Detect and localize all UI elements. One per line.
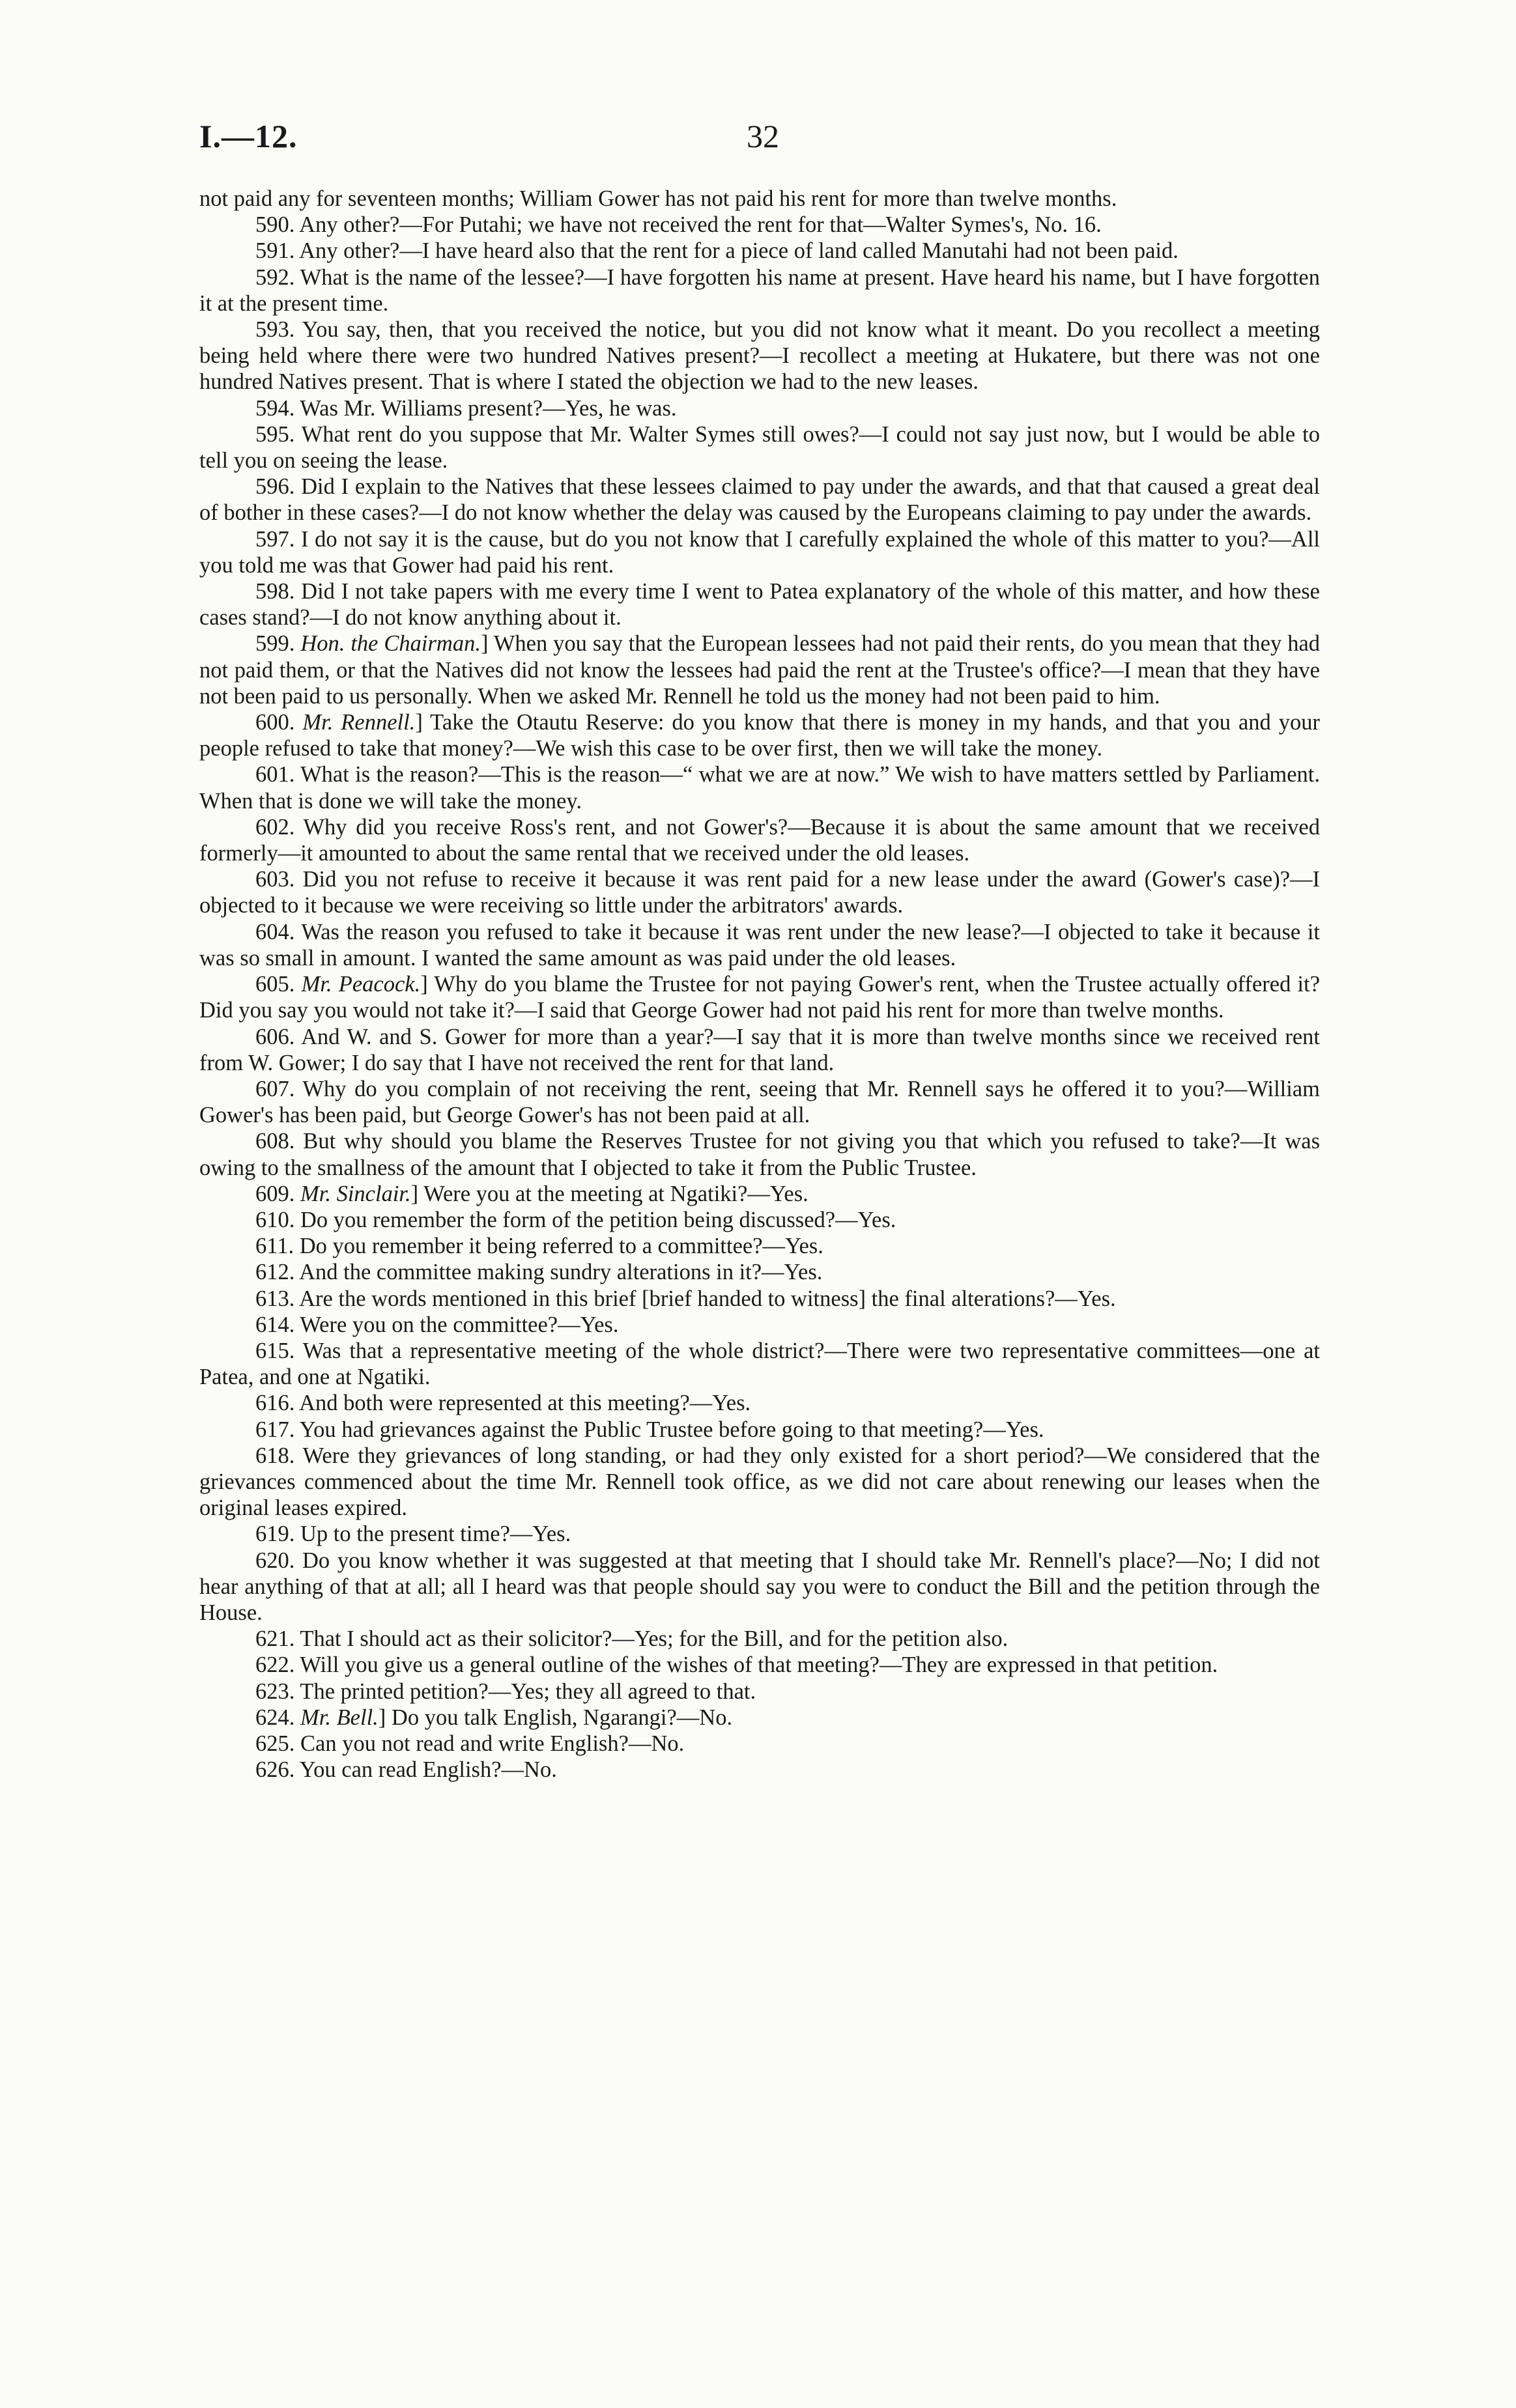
paragraph (199, 395, 1320, 421)
paragraph-text: 595. What rent do you suppose that Mr. Walter Symes still owes?—I could not say just now, but I would be able to tell you on seeing the lease. (199, 421, 1320, 474)
paragraph-text: 612. And the committee making sundry alterations in it?—Yes. (255, 1260, 823, 1285)
paragraph (199, 1443, 1320, 1522)
page-number: 32 (747, 118, 779, 154)
paragraph-text: 618. Were they grievances of long standing, or had they only existed for a short period?—We considered that the grievances commenced about the time Mr. Rennell took office, as we did not care about renewing our leases when the original leases expired. (199, 1443, 1320, 1521)
paragraph-text: 606. And W. and S. Gower for more than a year?—I say that it is more than twelve months since we received rent from W. Gower; I do say that I have not received the rent for that land. (199, 1024, 1320, 1075)
paragraph (199, 1233, 1320, 1259)
paragraph (199, 1259, 1320, 1285)
paragraph-text: not paid any for seventeen months; William Gower has not paid his rent for more than twelve months. (199, 186, 1117, 211)
paragraph (199, 1286, 1320, 1312)
paragraph-text: 591. Any other?—I have heard also that the rent for a piece of land called Manutahi had not been paid. (255, 238, 1179, 264)
paragraph (199, 578, 1320, 630)
paragraph (199, 1207, 1320, 1233)
paragraph-text: 598. Did I not take papers with me every time I went to Patea explanatory of the whole of this matter, and how these cases stand?—I do not know anything about it. (199, 579, 1320, 630)
paragraph-text: 592. What is the name of the lessee?—I have forgotten his name at present. Have heard his name, but I have forgotten it at the present time. (199, 264, 1320, 316)
paragraph-text: 607. Why do you complain of not receiving the rent, seeing that Mr. Rennell says he offered it to you?—William Gower's has been paid, but George Gower's has not been paid at all. (199, 1076, 1320, 1128)
speaker-name: Hon. the Chairman. (300, 631, 481, 657)
paragraph-text: Why do you blame the Trustee for not paying Gower's rent, when the Trustee actually offered it? Did you say you would not take it?—I said that George Gower had not paid his rent for more than twelve months. (199, 972, 1321, 1023)
paragraph-text: 611. Do you remember it being referred to a committee?—Yes. (255, 1234, 823, 1259)
paragraph: 609. Mr. Sinclair.] Were you at the meeting at Ngatiki?—Yes. (255, 1181, 808, 1206)
paragraph-text: 608. But why should you blame the Reserves Trustee for not giving you that which you refused to take?—It was owing to the smallness of the amount that I objected to take it from the Public Trustee. (199, 1129, 1320, 1180)
paragraph-text: 593. You say, then, that you received the notice, but you did not know what it meant. Do you recollect a meeting being held where there were two hundred Natives present?—I recollect a meeting at Hukatere, but there was not one hundred Natives present. That is where I stated the objection we had to the new leases. (199, 317, 1320, 395)
paragraph (199, 1312, 1320, 1338)
question-number: 624. (255, 1705, 295, 1730)
paragraph (199, 1417, 1320, 1443)
paragraph-text: 621. That I should act as their solicitor?—Yes; for the Bill, and for the petition also. (255, 1626, 1008, 1652)
paragraph-text: 604. Was the reason you refused to take it because it was rent under the new lease?—I objected to take it because it was so small in amount. I wanted the same amount as was paid under the old leases. (199, 919, 1320, 970)
paragraph (199, 421, 1320, 474)
paragraph-text: 617. You had grievances against the Public Trustee before going to that meeting?—Yes. (255, 1417, 1044, 1442)
paragraph-text: 619. Up to the present time?—Yes. (255, 1522, 571, 1547)
paragraph (199, 1076, 1320, 1128)
evidence-text (199, 186, 1320, 1783)
paragraph (199, 1338, 1320, 1390)
paragraph-text: Were you at the meeting at Ngatiki?—Yes. (423, 1181, 808, 1206)
speaker-name: Mr. Peacock. (301, 972, 421, 997)
paragraph-text: 610. Do you remember the form of the petition being discussed?—Yes. (255, 1207, 896, 1232)
paragraph (199, 1024, 1320, 1076)
paragraph (199, 761, 1320, 814)
paragraph (199, 1390, 1320, 1416)
paragraph-text: 626. You can read English?—No. (255, 1757, 557, 1783)
paragraph: 600. Mr. Rennell.] Take the Otautu Reserve: do you know that there is money in my hands, and that you and your people refused to take that money?—We wish this case to be over first, then we will take the money. (199, 710, 1320, 761)
paragraph (199, 264, 1320, 317)
paragraph-text: Do you talk English, Ngarangi?—No. (391, 1705, 733, 1730)
paragraph-text: 615. Was that a representative meeting of the whole district?—There were two representative committees—one at Patea, and one at Ngatiki. (199, 1338, 1320, 1390)
paragraph (199, 238, 1320, 264)
question-number: 609. (255, 1181, 295, 1206)
paragraph-text: 613. Are the words mentioned in this brief [brief handed to witness] the final alterations?—Yes. (255, 1286, 1116, 1311)
question-number: 599. (255, 631, 295, 657)
speaker-name: Mr. Sinclair. (300, 1181, 411, 1206)
paragraph-text: 601. What is the reason?—This is the reason—“ what we are at now.” We wish to have matters settled by Parliament. When that is done we will take the money. (199, 762, 1320, 814)
paragraph-text: 616. And both were represented at this meeting?—Yes. (255, 1391, 751, 1416)
paragraph (199, 317, 1320, 395)
paragraph-text: 602. Why did you receive Ross's rent, and not Gower's?—Because it is about the same amount that we received formerly—it amounted to about the same rental that we received under the old leases. (199, 814, 1320, 866)
speaker-name: Mr. Bell. (300, 1705, 379, 1730)
page-header (199, 117, 1320, 169)
paragraph: 624. Mr. Bell.] Do you talk English, Ngarangi?—No. (255, 1705, 733, 1730)
paragraph: 605. Mr. Peacock.] Why do you blame the Trustee for not paying Gower's rent, when the Trustee actually offered it? Did you say you would not take it?—I said that George Gower had not paid his rent for more than twelve months. (199, 972, 1321, 1023)
paragraph-text: 622. Will you give us a general outline of the wishes of that meeting?—They are expressed in that petition. (255, 1652, 1218, 1678)
paragraph (199, 1548, 1320, 1626)
speaker-name: Mr. Rennell. (302, 710, 416, 735)
question-number: 605. (255, 972, 295, 997)
paragraph (199, 1521, 1320, 1547)
paragraph (199, 919, 1320, 971)
question-number: 600. (255, 710, 295, 735)
paragraph (199, 1128, 1320, 1180)
paragraph (199, 212, 1320, 238)
paragraph (199, 1757, 1320, 1783)
paragraph (199, 1652, 1320, 1678)
paragraph (199, 866, 1320, 918)
paragraph-text: 596. Did I explain to the Natives that these lessees claimed to pay under the awards, and that that caused a great deal of bother in these cases?—I do not know whether the delay was caused by the Europeans claiming to pay under the awards. (199, 474, 1320, 526)
paragraph-text: 614. Were you on the committee?—Yes. (255, 1312, 619, 1337)
paragraph-text: 620. Do you know whether it was suggested at that meeting that I should take Mr. Rennell's place?—No; I did not hear anything of that at all; all I heard was that people should say you were to conduct the Bill and the petition through the House. (199, 1548, 1320, 1625)
paragraph (199, 186, 1320, 212)
paragraph (199, 814, 1320, 866)
paragraph: 599. Hon. the Chairman.] When you say that the European lessees had not paid their rents, do you mean that they had not paid them, or that the Natives did not know the lessees had paid the rent at the Trustee's office?—I mean that they have not been paid to us personally. When we asked Mr. Rennell he told us the money had not been paid to him. (199, 631, 1321, 709)
paragraph-text: 623. The printed petition?—Yes; they all agreed to that. (255, 1679, 756, 1704)
paragraph-text: 597. I do not say it is the cause, but do you not know that I carefully explained the whole of this matter to you?—All you told me was that Gower had paid his rent. (199, 526, 1320, 578)
paragraph-text: 590. Any other?—For Putahi; we have not received the rent for that—Walter Symes's, No. 16. (255, 212, 1102, 238)
paragraph (199, 1679, 1320, 1705)
paragraph-text: Take the Otautu Reserve: do you know that there is money in my hands, and that you and your people refused to take that money?—We wish this case to be over first, then we will take the money. (199, 710, 1320, 761)
document-reference: I.—12. (199, 118, 298, 154)
paragraph (199, 1626, 1320, 1652)
paragraph (199, 474, 1320, 526)
paragraph-text: 603. Did you not refuse to receive it because it was rent paid for a new lease under the award (Gower's case)?—I objected to it because we were receiving so little under the arbitrators' awards. (199, 867, 1320, 918)
paragraph-text: 625. Can you not read and write English?—No. (255, 1731, 685, 1756)
paragraph-text: 594. Was Mr. Williams present?—Yes, he was. (255, 395, 677, 421)
paragraph (199, 1731, 1320, 1757)
paragraph-text: When you say that the European lessees had not paid their rents, do you mean that they had not paid them, or that the Natives did not know the lessees had paid the rent at the Trustee's office?—I mean that they have not been paid to us personally. When we asked Mr. Rennell he told us the money had not been paid to him. (199, 631, 1321, 709)
paragraph (199, 526, 1320, 578)
